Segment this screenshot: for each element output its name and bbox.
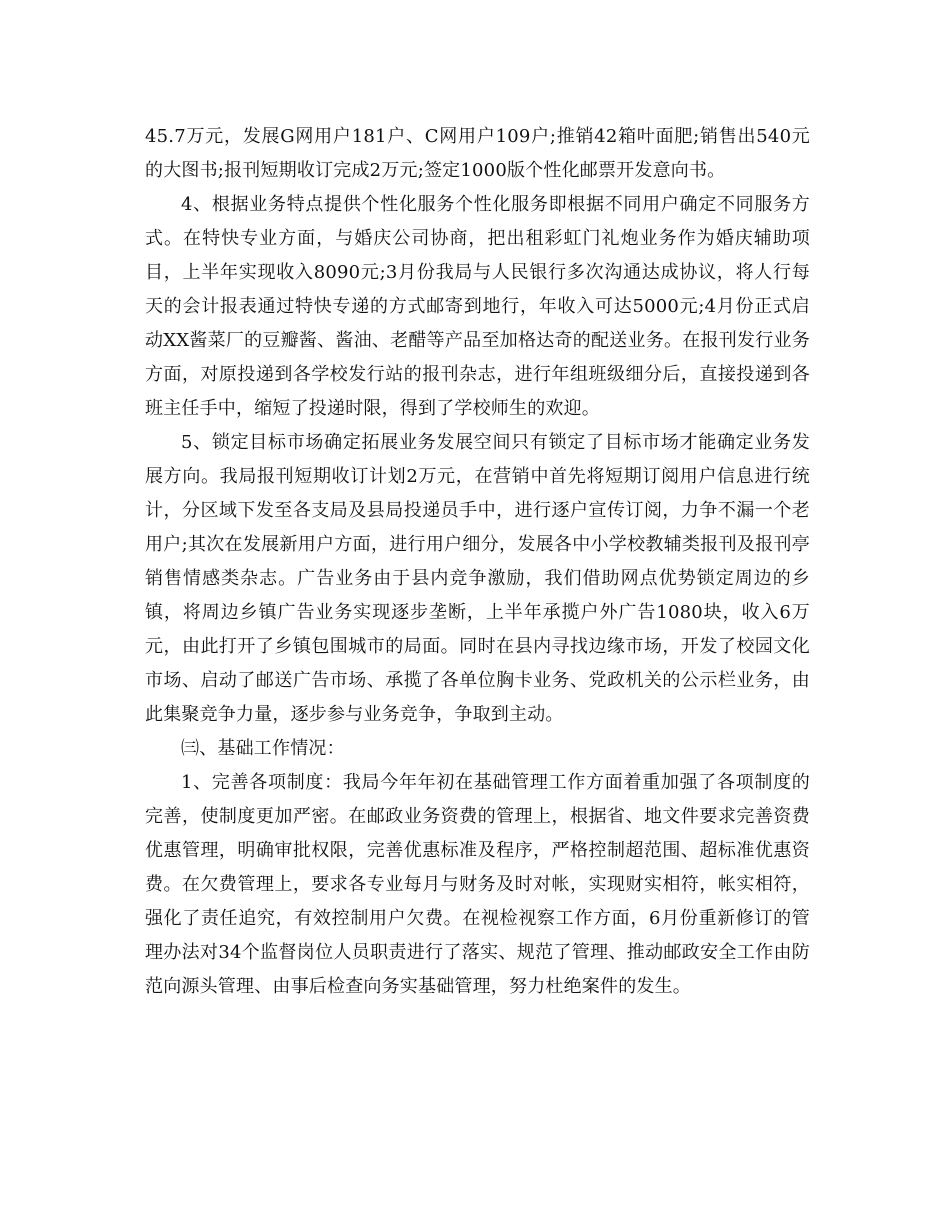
paragraph-item-4: 4、根据业务特点提供个性化服务个性化服务即根据不同用户确定不同服务方式。在特快专业方面，与婚庆公司协商，把出租彩虹门礼炮业务作为婚庆辅助项目，上半年实现收入8090元;3月份我局与人民银行多次沟通达成协议，将人行每天的会计报表通过特快专递的方式邮寄到地行，年收入可达5000元;4月份正式启动XX酱菜厂的豆瓣酱、酱油、老醋等产品至加格达奇的配送业务。在报刊发行业务方面，对原投递到各学校发行站的报刊杂志，进行年组班级细分后，直接投递到各班主任手中，缩短了投递时限，得到了学校师生的欢迎。	[145, 194, 810, 419]
paragraph-item-1: 1、完善各项制度：我局今年年初在基础管理工作方面着重加强了各项制度的完善，使制度更加严密。在邮政业务资费的管理上，根据省、地文件要求完善资费优惠管理，明确审批权限，完善优惠标准及程序，严格控制超范围、超标准优惠资费。在欠费管理上，要求各专业每月与财务及时对帐，实现财实相符，帐实相符，强化了责任追究，有效控制用户欠费。在视检视察工作方面，6月份重新修订的管理办法对34个监督岗位人员职责进行了落实、规范了管理、推动邮政安全工作由防范向源头管理、由事后检查向务实基础管理，努力杜绝案件的发生。	[145, 772, 810, 997]
paragraph-item-5: 5、锁定目标市场确定拓展业务发展空间只有锁定了目标市场才能确定业务发展方向。我局报刊短期收订计划2万元，在营销中首先将短期订阅用户信息进行统计，分区域下发至各支局及县局投递员手中，进行逐户宣传订阅，力争不漏一个老用户;其次在发展新用户方面，进行用户细分，发展各中小学校教辅类报刊及报刊亭销售情感类杂志。广告业务由于县内竞争激励，我们借助网点优势锁定周边的乡镇，将周边乡镇广告业务实现逐步垄断，上半年承揽户外广告1080块，收入6万元，由此打开了乡镇包围城市的局面。同时在县内寻找边缘市场，开发了校园文化市场、启动了邮送广告市场、承揽了各单位胸卡业务、党政机关的公示栏业务，由此集聚竞争力量，逐步参与业务竞争，争取到主动。	[145, 432, 810, 725]
section-heading: ㈢、基础工作情况：	[181, 738, 345, 759]
paragraph-continued: 45.7万元，发展G网用户181户、C网用户109户;推销42箱叶面肥;销售出540元的大图书;报刊短期收订完成2万元;签定1000版个性化邮票开发意向书。	[145, 126, 810, 181]
document-body	[145, 120, 810, 1004]
